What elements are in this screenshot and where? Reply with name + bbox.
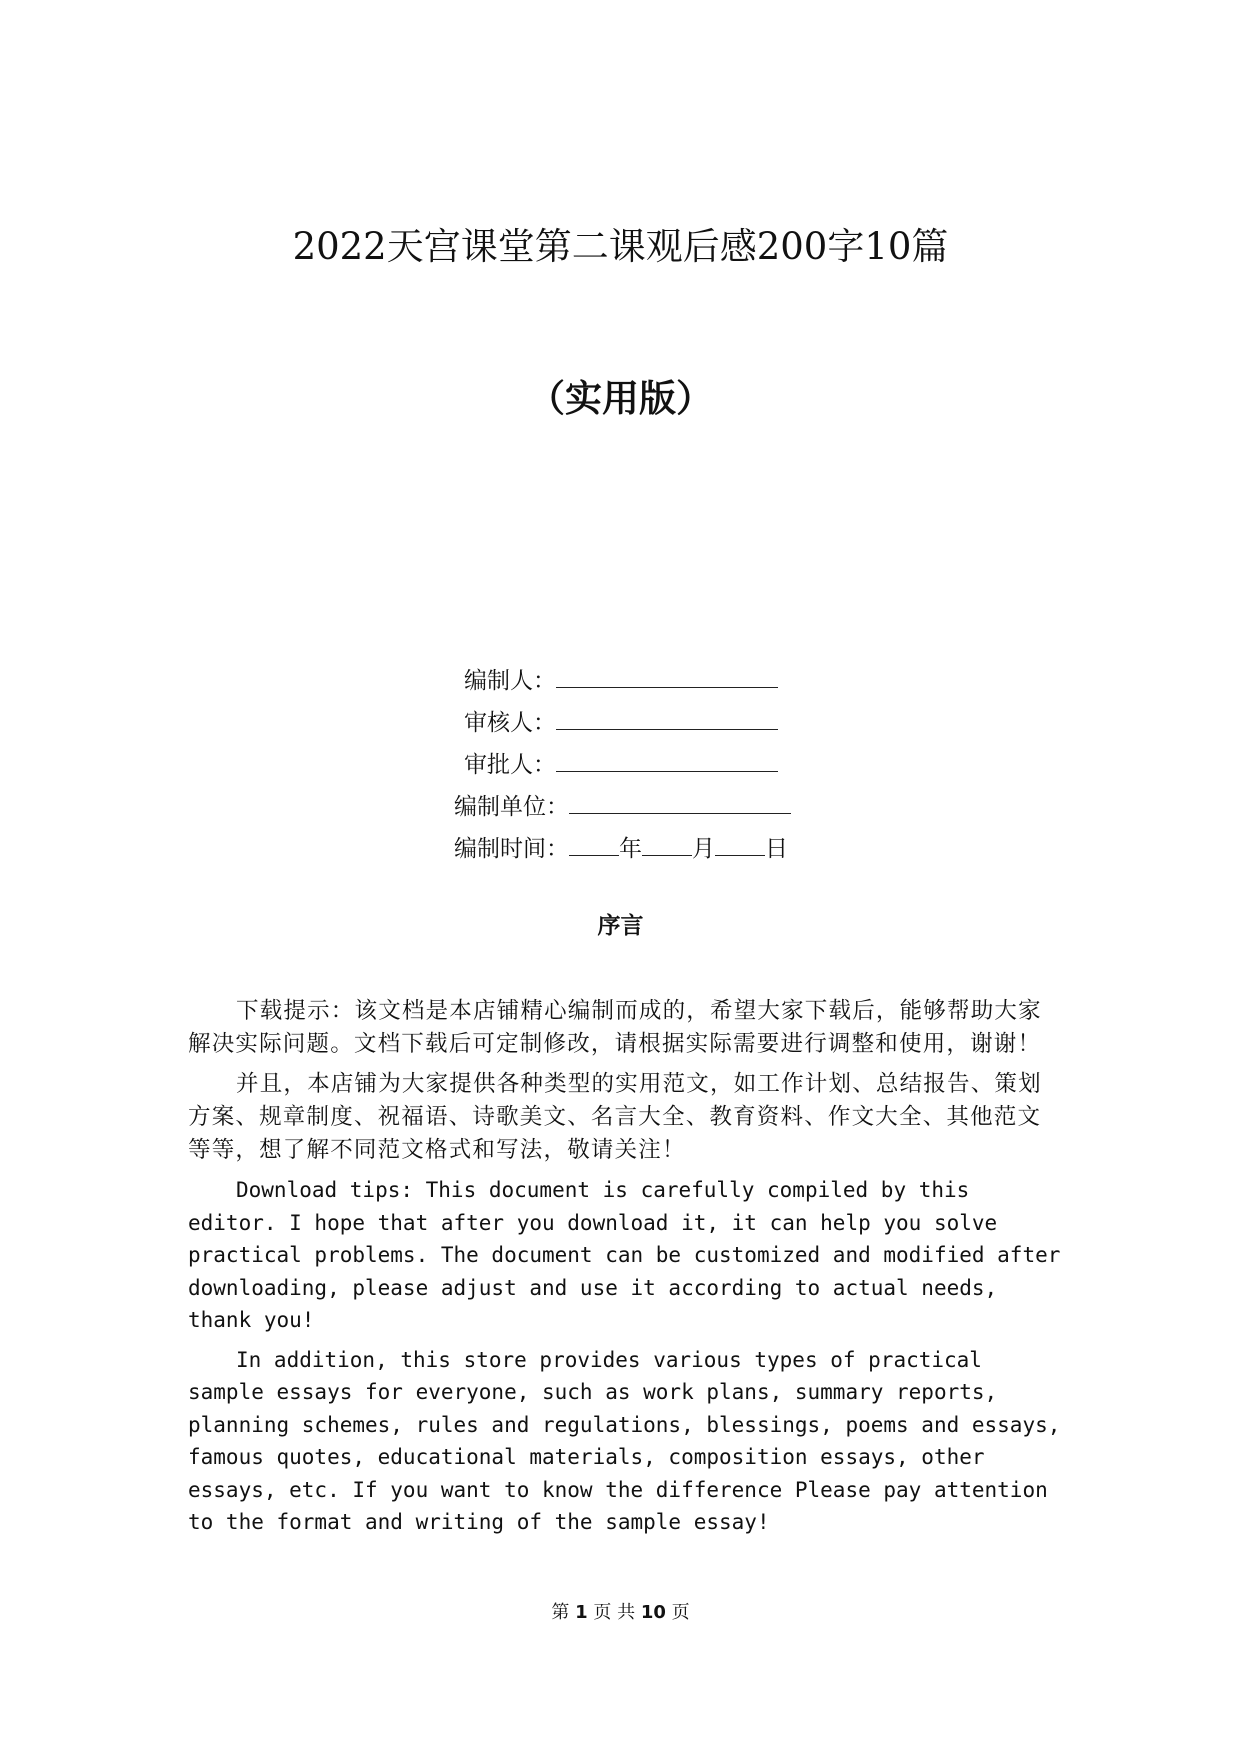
footer-suffix: 页 [671, 1602, 690, 1623]
preface-body [188, 995, 1063, 1546]
compiler-blank [556, 665, 778, 688]
footer-prefix: 第 [551, 1602, 570, 1623]
year-blank [569, 833, 619, 856]
time-label: 编制时间： [454, 836, 569, 862]
signature-fields [442, 660, 862, 870]
preface-paragraph-en-1: Download tips: This document is carefully compiled by this editor. I hope that after you download it, it can help you solve practical problems. The document can be customized and modified after downloading, please adjust and use it according to actual needs, thank you! [188, 1178, 1061, 1332]
time-field [442, 828, 862, 870]
preface-heading: 序言 [597, 913, 644, 939]
reviewer-blank [556, 707, 778, 730]
document-title: 2022天宫课堂第二课观后感200字10篇 [292, 225, 949, 268]
month-label: 月 [692, 836, 715, 862]
approver-blank [556, 749, 778, 772]
footer-middle: 页 共 [593, 1602, 636, 1623]
year-label: 年 [619, 836, 642, 862]
unit-label: 编制单位： [454, 794, 569, 820]
footer-current-page: 1 [575, 1602, 588, 1623]
compiler-label: 编制人： [464, 668, 556, 694]
page-footer [0, 1600, 1241, 1626]
preface-paragraph-cn-1: 下载提示：该文档是本店铺精心编制而成的，希望大家下载后，能够帮助大家解决实际问题。文档下载后可定制修改，请根据实际需要进行调整和使用，谢谢！ [188, 998, 1042, 1057]
day-blank [715, 833, 765, 856]
preface-paragraph-en-2: In addition, this store provides various types of practical sample essays for everyone, such as work plans, summary reports, planning schemes, rules and regulations, blessings, poems and essays, famous quotes, educational materials, composition essays, other essays, etc. If you want to know the difference Please pay attention to the format and writing of the sample essay! [188, 1347, 1061, 1534]
preface-paragraph-cn-2: 并且，本店铺为大家提供各种类型的实用范文，如工作计划、总结报告、策划方案、规章制度、祝福语、诗歌美文、名言大全、教育资料、作文大全、其他范文等等，想了解不同范文格式和写法，敬请关注！ [188, 1071, 1042, 1163]
unit-blank [569, 791, 791, 814]
footer-total-pages: 10 [640, 1602, 666, 1623]
reviewer-label: 审核人： [464, 710, 556, 736]
month-blank [642, 833, 692, 856]
unit-field [442, 786, 862, 828]
reviewer-field [442, 702, 862, 744]
approver-field [442, 744, 862, 786]
day-label: 日 [765, 836, 788, 862]
document-subtitle: （实用版） [528, 377, 713, 420]
approver-label: 审批人： [464, 752, 556, 778]
compiler-field [442, 660, 862, 702]
